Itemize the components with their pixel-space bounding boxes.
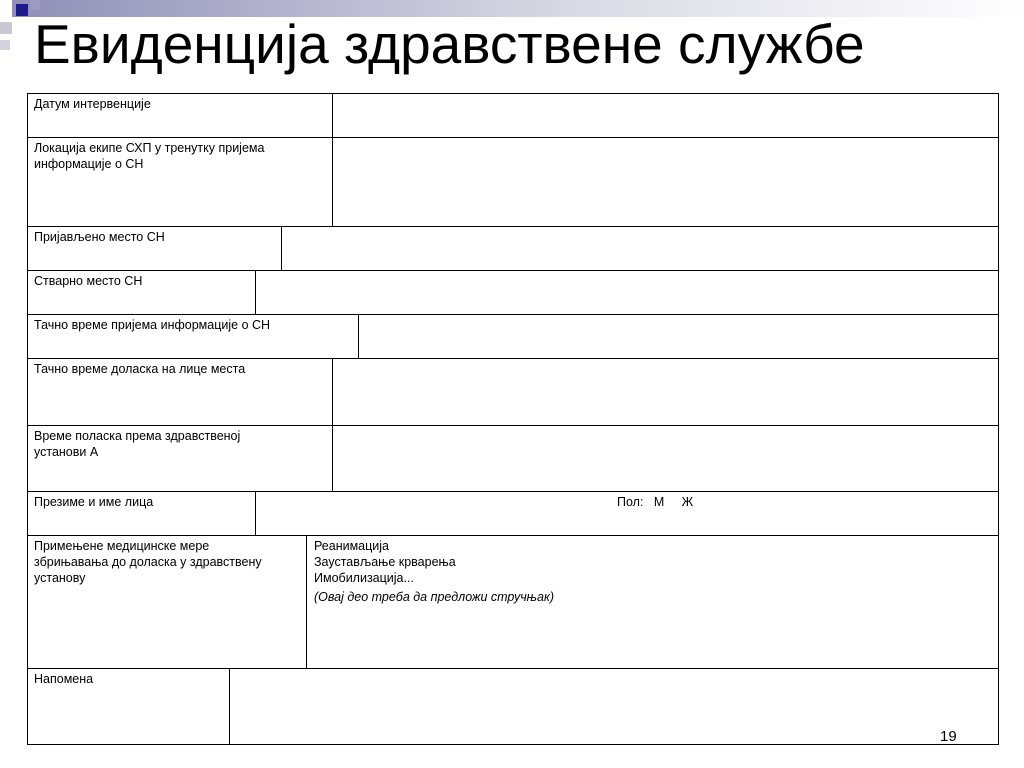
page-number: 19 [940,728,957,745]
field-team-location[interactable] [340,140,990,220]
field-departure-time[interactable] [340,428,990,486]
label-actual-place: Стварно место СН [34,274,143,288]
field-actual-place[interactable] [263,273,983,309]
label-departure-time: Време поласка према здравственој установи А [34,429,241,459]
field-medical-measures[interactable]: Реанимација Заустављање крварења Имобилизација... [314,539,456,585]
label-team-location: Локација екипе СХП у тренутку пријема информације о СН [34,141,265,171]
field-person-gender[interactable]: Пол: М Ж [617,495,694,509]
field-reported-place[interactable] [289,229,989,265]
field-arrival-time[interactable] [340,361,990,419]
field-intervention-date[interactable] [340,96,990,132]
label-info-received-time: Тачно време пријема информације о СН [34,318,271,332]
field-remark[interactable] [237,671,987,737]
label-reported-place: Пријављено место СН [34,230,165,244]
field-info-received-time[interactable] [366,317,986,353]
slide-title: Евиденција здравствене службе [34,13,865,75]
label-medical-measures: Примењене медицинске мере збрињавања до доласка у здравствену установу [34,539,262,585]
label-arrival-time: Тачно време доласка на лице места [34,362,246,376]
label-person-name: Презиме и име лица [34,495,154,509]
field-medical-measures-note: (Овај део треба да предложи стручњак) [314,590,555,604]
label-intervention-date: Датум интервенције [34,97,151,111]
label-remark: Напомена [34,672,94,686]
